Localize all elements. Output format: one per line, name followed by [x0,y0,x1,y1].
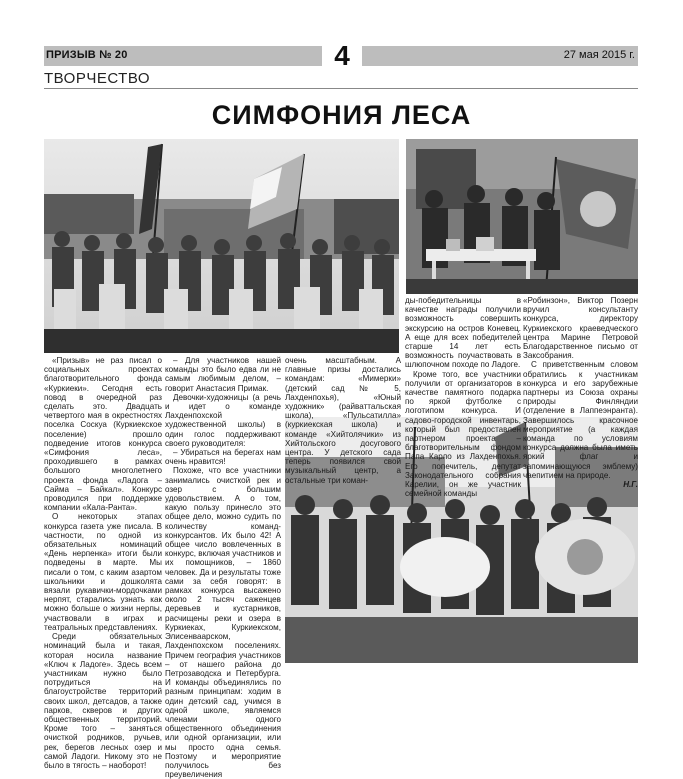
page-number-box [322,38,362,74]
section-rubric: ТВОРЧЕСТВО [44,70,151,87]
article-column-1 [44,356,162,770]
newspaper-issue: ПРИЗЫВ № 20 [46,49,128,61]
paragraph: Девочки-художницы (а речь и идет о команде Лахденпохской художественной школы) в один голос поддерживают своего руководителя: [165,392,281,448]
author-signature: Н.Г. [623,480,638,490]
group-photo-with-flags [44,139,399,353]
paragraph: «Робинзон», Виктор Позерн вручил консультанту конкурса, директору Куркиекского краеведческого центра Марине Петровой Благодарственное письмо от Заксобрания. [523,296,638,361]
paragraph: О некоторых этапах конкурса газета уже писала. В частности, по одной из обязательных номинаций «День нерпенка» итоги были подведены в марте. Мы писали о том, с каким азартом школьники и дошколята вязали рукавички-мордочками нерпят, старались узнать как можно больше о жизни нерпы, участвовали в играх и театральных представлениях. [44,512,162,632]
paragraph: Похоже, что все участники занимались очисткой рек и озер с большим удовольствием. А о том, какую пользу принесло это общее дело, можно судить по количеству команд-конкурсантов. Их было 42! А общее число вовлеченных в конкурс, включая участников и их помощников, – 1860 человек. Да и результаты тоже сами за себя говорят: в рамках конкурса высажено около 2 тысяч саженцев деревьев и кустарников, расчищены реки и озера в Куркиеках, Куркиекском, Элисенваарском, Лахденпохском поселениях. Причем география участников – от нашего района до Петрозаводска и Петербурга. И команды объединялись по разным принципам: ходим в один детский сад, учимся в одной школе, являемся членами одного общественного объединения или одной организации, или мы просто одна семья. Поэтому и мероприятие получилось без преувеличения [165,466,281,779]
paragraph: Среди обязательных номинаций была и такая, которая носила название «Ключ к Ладоге». Здесь всем участникам нужно было потрудиться на благоустройстве территорий своих школ, детсадов, а также парков, скверов и других общественных территорий. Кроме того – заняться очисткой родников, ручьев, рек, берегов лесных озер и самой Ладоги. Никому это не было в тягость – наоборот! [44,632,162,770]
paragraph: Кроме того, все участники получили от организаторов в качестве памятного подарка по яркой футболке с логотипом конкурса. И садово-городской инвентарь, который был предоставлен партнером проекта – благотворительным фондом Папа Карло из Лахденпохья. Его попечитель, депутат Законодательного собрания Карелии, он же участник семейной команды [405,369,521,499]
paragraph: очень масштабным. А главные призы достались командам: «Мимерки» (детский сад № 5, Лахденпохья), «Юный художник» (райваттальская школа), «Пульсатилла» (куркиекская школа) и команде «Хийтолячики» из Хийтольского досугового центра. У детского сада теперь появился свой музыкальный центр, а остальные три коман- [285,356,401,485]
paragraph: – Для участников нашей команды это было едва ли не самым любимым делом, – говорит Анастасия Примак. [165,356,281,393]
article-column-2 [165,356,281,779]
paragraph: «Призыв» не раз писал о социальных проектах благотворительного фонда «Куркиеки». Сегодня есть повод в очередной раз сделать это. Двадцать четвертого мая в окрестностях поселка Соскуа (Куркиекское поселение) прошло подведение итогов конкурса «Симфония леса», проходившего в рамках большого многолетнего проекта фонда «Ладога – Сайма – Байкал». Конкурс проводился при поддержке компании «Кала-Ранта». [44,356,162,513]
paragraph: – Убираться на берегах нам очень нравится! [165,448,281,467]
article-column-3 [285,356,401,485]
issue-date: 27 мая 2015 г. [563,49,635,61]
article-column-5 [523,296,638,490]
paragraph: ды-победительницы в качестве награды получили возможность совершить экскурсию на остров Коневец. А еще для всех победителей старше 14 лет есть возможность поучаствовать в шлюпочном походе по Ладоге. [405,296,521,370]
paragraph: С приветственным словом обратились к участникам конкурса и его зарубежные партнеры из Союза охраны природы Финляндии (отделение в Лаппеэнранта). Завершилось красочное мероприятие (а каждая команда по условиям конкурса должна была иметь яркий флаг и запоминающуюся эмблему) чаепитием на природе. [523,360,638,480]
article-column-4 [405,296,521,499]
participants-at-table-photo [406,139,638,294]
page-number: 4 [334,40,350,71]
article-headline: СИМФОНИЯ ЛЕСА [211,100,472,130]
rubric-divider [44,88,638,89]
